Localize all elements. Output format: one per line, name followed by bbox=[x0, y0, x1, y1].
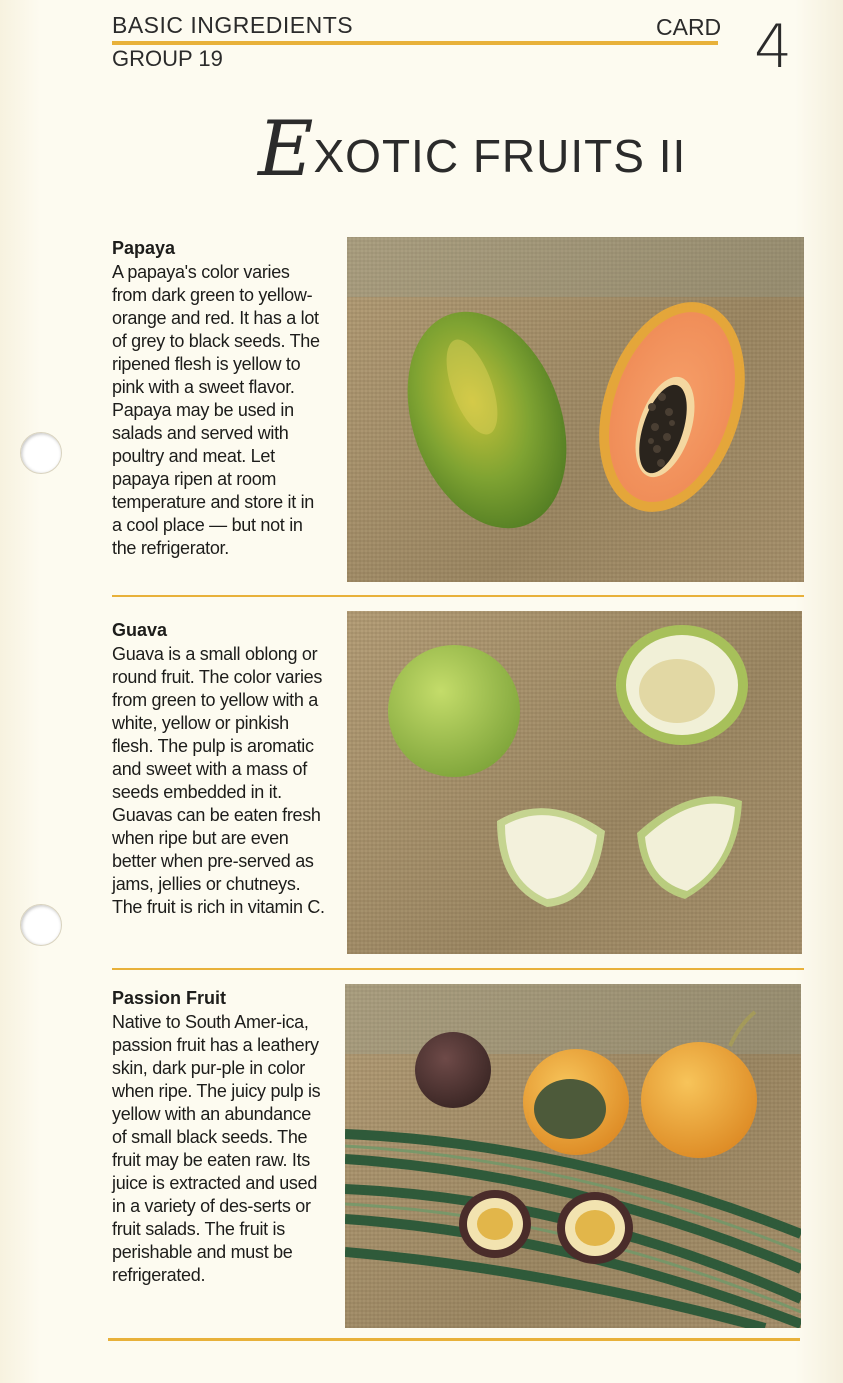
section-passion-fruit bbox=[112, 988, 328, 1287]
section-body: Guava is a small oblong or round fruit. The color varies from green to yellow with a white, yellow or pinkish flesh. The pulp is aromatic and sweet with a mass of seeds embedded in it. Guavas can be eaten fresh when ripe but are even better when pre-served as jams, jellies or chutneys. The fruit is rich in vitamin C. bbox=[112, 644, 325, 917]
card-label: CARD bbox=[656, 14, 722, 40]
section-papaya bbox=[112, 238, 328, 560]
passion-fruit-photo bbox=[345, 984, 801, 1328]
title-initial: E bbox=[258, 104, 314, 193]
passion-fruit-illustration bbox=[345, 984, 801, 1328]
section-heading: Passion Fruit bbox=[112, 988, 227, 1008]
papaya-illustration bbox=[347, 237, 804, 582]
section-divider bbox=[112, 595, 804, 597]
page-title bbox=[258, 104, 687, 193]
footer-rule bbox=[108, 1338, 800, 1341]
section-body: Native to South Amer-ica, passion fruit has a leathery skin, dark pur-ple in color when ripe. The juicy pulp is yellow with an abundance of small black seeds. The fruit may be eaten raw. Its juice is extracted and used in a variety of des-serts or fruit salads. The fruit is perishable and must be refrigerated. bbox=[112, 1012, 321, 1285]
section-divider bbox=[112, 968, 804, 970]
title-rest: XOTIC FRUITS II bbox=[313, 130, 687, 182]
header-rule bbox=[112, 41, 718, 45]
guava-illustration bbox=[347, 611, 802, 954]
binder-hole-bottom bbox=[20, 904, 62, 946]
section-heading: Papaya bbox=[112, 238, 176, 258]
guava-photo bbox=[347, 611, 802, 954]
group-label: GROUP 19 bbox=[112, 46, 223, 71]
section-guava bbox=[112, 620, 328, 919]
category-label: BASIC INGREDIENTS bbox=[112, 12, 354, 38]
papaya-photo bbox=[347, 237, 804, 582]
section-heading: Guava bbox=[112, 620, 168, 640]
binder-hole-top bbox=[20, 432, 62, 474]
card-number: 4 bbox=[754, 12, 793, 82]
section-body: A papaya's color varies from dark green to yellow-orange and red. It has a lot of grey to black seeds. The ripened flesh is yellow to pink with a sweet flavor. Papaya may be used in salads and served with poultry and meat. Let papaya ripen at room temperature and store it in a cool place — but not in the refrigerator. bbox=[112, 262, 320, 558]
